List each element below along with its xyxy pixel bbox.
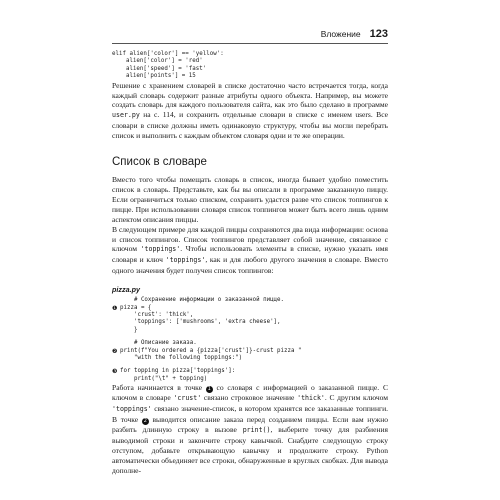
- code-line: # Сохранение информации о заказанной пицце.: [120, 297, 285, 304]
- listing-filename: pizza.py: [112, 285, 140, 295]
- callout-marker-2: ❷: [112, 347, 118, 355]
- code-line: ❸ for topping in pizza['toppings']:: [112, 368, 236, 376]
- callout-marker-1: ❶: [112, 304, 118, 312]
- code-line: "with the following toppings:"): [120, 354, 243, 361]
- page-number: 123: [369, 28, 388, 40]
- section-heading: Список в словаре: [112, 156, 207, 169]
- inline-code-toppings: 'toppings': [140, 245, 181, 254]
- code-line: }: [120, 326, 138, 333]
- code-line: # Описание заказа.: [120, 340, 197, 347]
- paragraph-example-intro: В следующем примере для каждой пиццы сохраняются два вида информации: основа и список топпингов. Список топпингов представляет собой значение, связанное с ключом 'toppings'. Чтобы использовать элементы в списке, нужно указать имя словаря и ключ 'toppings', как и для любого другого значения в словаре. Вместо одного значения будет получен список топпингов:: [112, 224, 389, 276]
- inline-code-toppings-3: 'toppings': [112, 405, 152, 414]
- code-listing-top: elif alien['color'] == 'yellow': alien['color'] = 'red' alien['speed'] = 'fast' alien['points'] = 15: [112, 51, 224, 80]
- code-line: 'toppings': ['mushrooms', 'extra cheese'],: [120, 319, 281, 326]
- header-section-title: Вложение: [320, 29, 361, 39]
- page-content: [112, 51, 388, 476]
- callout-marker-3: ❸: [112, 368, 118, 376]
- callout-marker-2-inline: 2: [143, 418, 147, 424]
- inline-code-print: print(): [242, 426, 271, 434]
- code-line: ❷ print(f"You ordered a {pizza['crust']}-crust pizza ": [112, 347, 302, 355]
- callout-marker-1-inline: 1: [207, 386, 211, 393]
- inline-code-crust: 'crust': [173, 394, 202, 403]
- code-line: 'crust': 'thick',: [120, 311, 194, 318]
- code-line: print("\t" + topping): [120, 375, 208, 382]
- running-header: [112, 28, 388, 44]
- paragraph-list-in-dict: Вместо того чтобы помещать словарь в список, иногда бывает удобно поместить список в словарь. Представьте, как бы вы описали в программе заказанную пиццу. Если ограничиться только списком, сохранить удастся разве что список топпингов к пицце. При использовании словаря список топпингов может быть всего лишь одним аспектом описания пиццы.: [112, 175, 388, 224]
- code-listing-pizza: [112, 297, 388, 383]
- code-line: ❶ pizza = {: [112, 304, 152, 312]
- inline-code-thick: 'thick': [297, 394, 325, 403]
- paragraph-explanation: Работа начинается в точке 1 со словаря с информацией о заказанной пицце. С ключом в словаре 'crust' связано строковое значение 'thick'. С другим ключом 'toppings' связано значение-список, в котором хранятся все заказанные топпинги. В точке 2 выводится описание заказа перед созданием пиццы. Если вам нужно разбить длинную строку в вызове print(), выберите точку для разбиения выводимой строки и закончите строку кавычкой. Снабдите следующую строку отступом, добавьте открывающую кавычку и продолжите строку. Python автоматически объединяет все строки, обнаруженные в круглых скобках. Для вывода дополне-: [112, 383, 389, 475]
- inline-code-userpy: user.py: [112, 111, 140, 120]
- inline-code-toppings-2: 'toppings': [165, 256, 206, 265]
- paragraph-dicts-in-list: Решение с хранением словарей в списке достаточно часто встречается тогда, когда каждый словарь содержит разные атрибуты одного объекта. Например, вы можете создать словарь для каждого пользователя сайта, как это было сделано в программе user.py на с. 114, и сохранить отдельные словари в списке с именем users. Все словари в списке должны иметь одинаковую структуру, чтобы вы могли перебрать список и выполнить с каждым объектом словаря одни и те же операции.: [112, 80, 388, 141]
